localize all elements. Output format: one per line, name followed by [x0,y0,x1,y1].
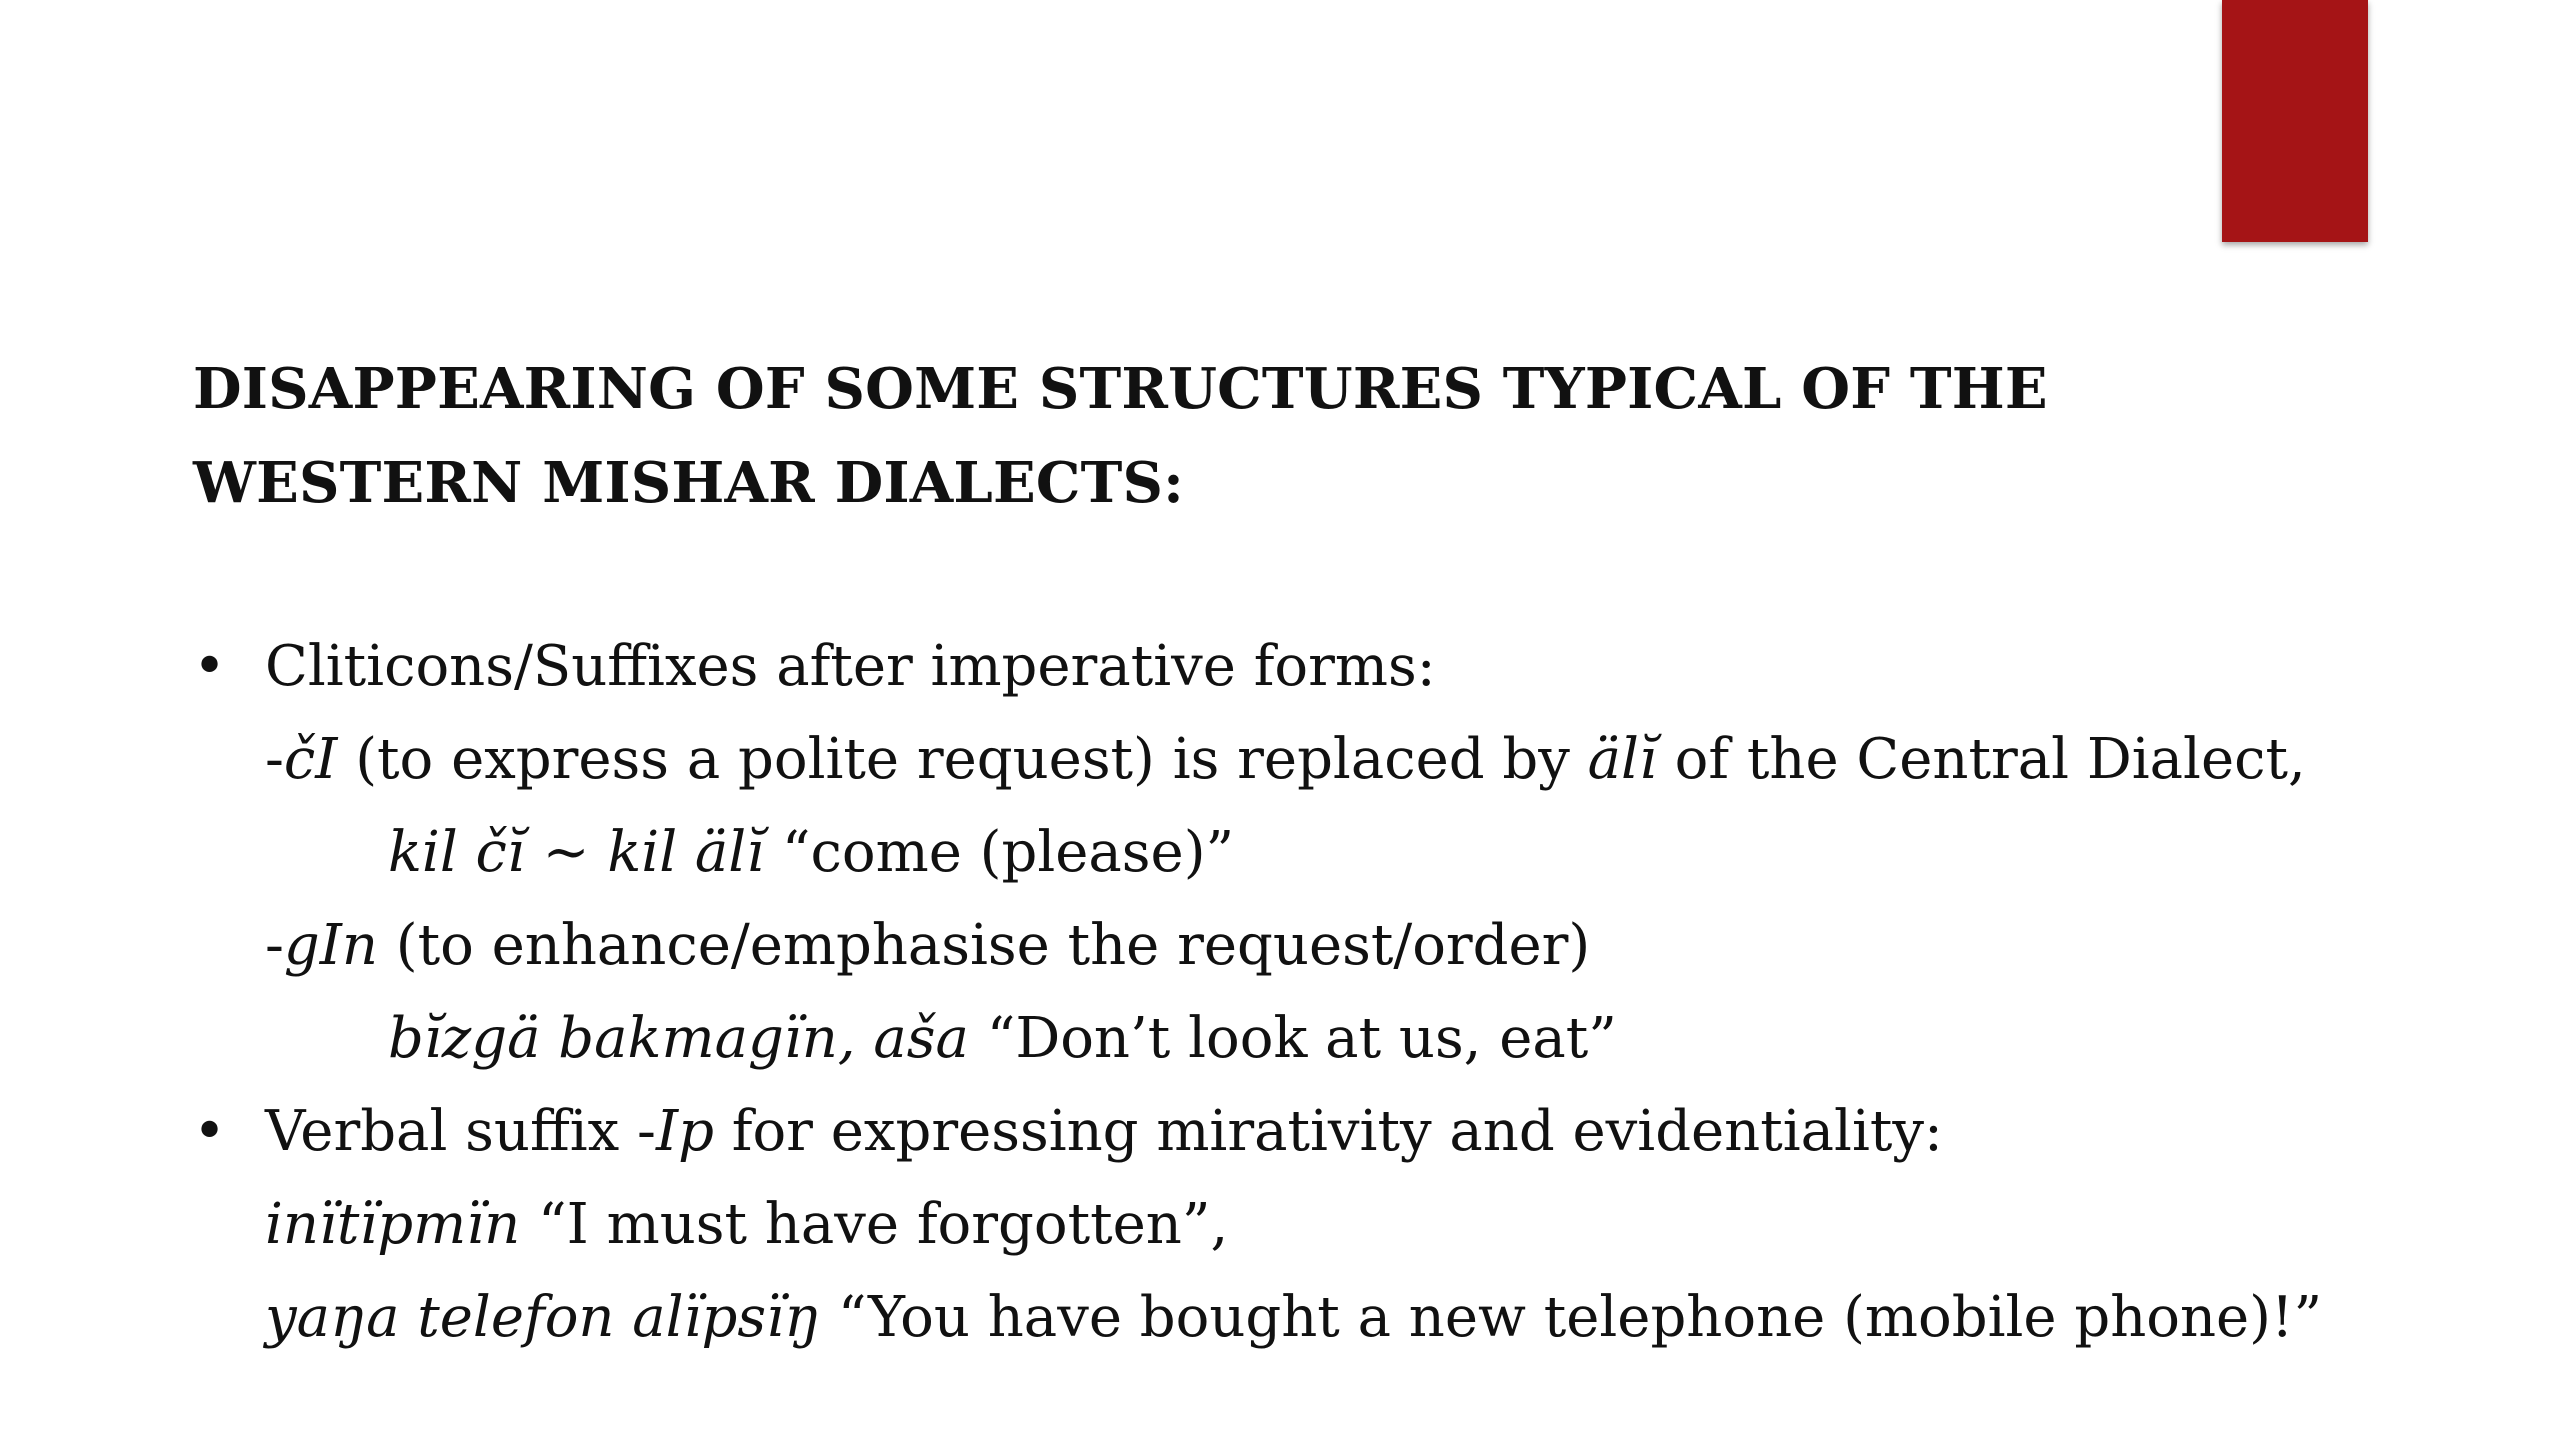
slide-title: DISAPPEARING OF SOME STRUCTURES TYPICAL OF THE WESTERN MISHAR DIALECTS: [193,356,2048,516]
suffix-ci-desc: (to express a polite request) is replaced by [337,727,1588,792]
suffix-gin: gIn [283,913,378,978]
example-gloss: “Don’t look at us, eat” [968,1006,1617,1071]
bullet-item-2 [193,1085,2493,1178]
bullet-glyph: • [193,1099,227,1164]
item-1-lead: Cliticons/Suffixes after imperative forms: [265,634,1436,699]
item-2-lead-b: for expressing mirativity and evidentiality: [713,1099,1943,1164]
example-form: inïtïpmïn [265,1192,521,1257]
item-2-lead-a: Verbal suffix - [265,1099,656,1164]
example-form: kil čĭ ~ kil älĭ [388,820,765,885]
suffix-gin-desc: (to enhance/emphasise the request/order) [377,913,1591,978]
slide-body [193,620,2493,1364]
example-gloss: “I must have forgotten”, [520,1192,1229,1257]
item-1-suffix-ci-line [193,713,2493,806]
form-ali: älĭ [1587,727,1657,792]
bullet-glyph: • [193,634,227,699]
example-form: yaŋa telefon alïpsïŋ [265,1285,821,1350]
item-1-example-2 [193,992,2493,1085]
accent-bar [2222,0,2368,242]
central-dialect-text: of the Central Dialect, [1656,727,2306,792]
example-gloss: “You have bought a new telephone (mobile phone)!” [820,1285,2323,1350]
suffix-ip: Ip [655,1099,714,1164]
item-1-example-1 [193,806,2493,899]
suffix-ci: čI [283,727,338,792]
example-gloss: “come (please)” [764,820,1235,885]
item-1-suffix-gin-line [193,899,2493,992]
suffix-prefix: - [265,913,284,978]
item-2-example-2 [193,1271,2493,1364]
suffix-prefix: - [265,727,284,792]
item-2-example-1 [193,1178,2493,1271]
example-form: bĭzgä bakmagïn, aša [388,1006,969,1071]
bullet-item-1 [193,620,2493,713]
